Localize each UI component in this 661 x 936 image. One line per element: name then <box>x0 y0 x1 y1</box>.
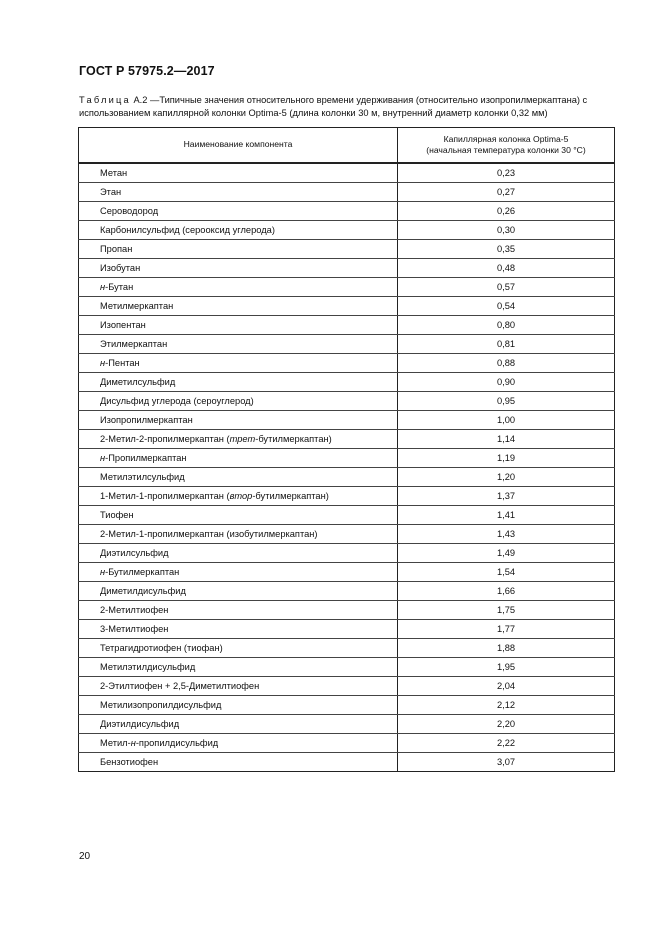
component-name-text: -Пропилмеркаптан <box>105 453 187 463</box>
table-row <box>79 373 615 392</box>
retention-value-cell: 1,19 <box>398 449 615 468</box>
retention-time-table <box>78 127 615 772</box>
component-name-text: Тетрагидротиофен (тиофан) <box>100 643 223 653</box>
component-name-text: Метилмеркаптан <box>100 301 174 311</box>
component-name-text: Сероводород <box>100 206 159 216</box>
component-name-text: Диэтилсульфид <box>100 548 169 558</box>
component-name-cell <box>79 715 398 734</box>
component-name-text: Бензотиофен <box>100 757 159 767</box>
component-name-text: -бутилмеркаптан) <box>255 434 332 444</box>
component-name-cell <box>79 430 398 449</box>
component-name-cell <box>79 259 398 278</box>
table-row <box>79 753 615 772</box>
table-row <box>79 259 615 278</box>
retention-value-cell: 1,41 <box>398 506 615 525</box>
component-name-cell <box>79 734 398 753</box>
component-name-text: Карбонилсульфид (серооксид углерода) <box>100 225 275 235</box>
component-name-text: 3-Метилтиофен <box>100 624 169 634</box>
component-name-cell <box>79 639 398 658</box>
caption-label: Таблица <box>79 95 131 105</box>
table-row <box>79 658 615 677</box>
table-row <box>79 487 615 506</box>
table-row <box>79 240 615 259</box>
component-name-text: 2-Метилтиофен <box>100 605 169 615</box>
component-name-text: -бутилмеркаптан) <box>252 491 329 501</box>
retention-value-cell: 2,12 <box>398 696 615 715</box>
component-name-cell <box>79 544 398 563</box>
column-header-name: Наименование компонента <box>79 128 398 164</box>
retention-value-cell: 1,88 <box>398 639 615 658</box>
component-name-cell <box>79 411 398 430</box>
table-row <box>79 696 615 715</box>
component-name-cell <box>79 392 398 411</box>
component-name-text: Этилмеркаптан <box>100 339 168 349</box>
retention-value-cell: 0,57 <box>398 278 615 297</box>
component-name-cell <box>79 753 398 772</box>
table-row <box>79 715 615 734</box>
component-name-italic: трет <box>229 434 256 444</box>
component-name-text: Изопентан <box>100 320 146 330</box>
caption-number: А.2 <box>133 95 148 105</box>
component-name-text: Диметилдисульфид <box>100 586 186 596</box>
retention-value-cell: 1,95 <box>398 658 615 677</box>
caption-dash: — <box>147 95 160 105</box>
retention-value-cell: 0,27 <box>398 183 615 202</box>
table-row <box>79 449 615 468</box>
retention-value-cell: 0,26 <box>398 202 615 221</box>
component-name-cell <box>79 677 398 696</box>
component-name-text: Изопропилмеркаптан <box>100 415 193 425</box>
table-caption <box>79 94 617 119</box>
component-name-cell <box>79 487 398 506</box>
component-name-cell <box>79 335 398 354</box>
component-name-text: 2-Метил-2-пропилмеркаптан ( <box>100 434 230 444</box>
component-name-cell <box>79 240 398 259</box>
retention-value-cell: 1,37 <box>398 487 615 506</box>
retention-value-cell: 0,95 <box>398 392 615 411</box>
retention-value-cell: 2,20 <box>398 715 615 734</box>
component-name-cell <box>79 468 398 487</box>
component-name-text: -пропилдисульфид <box>135 738 219 748</box>
component-name-text: Метилэтилсульфид <box>100 472 185 482</box>
component-name-italic: н <box>100 282 106 292</box>
table-row <box>79 278 615 297</box>
component-name-text: Метилизопропилдисульфид <box>100 700 222 710</box>
component-name-text: Изобутан <box>100 263 141 273</box>
retention-value-cell: 1,14 <box>398 430 615 449</box>
component-name-italic: втор <box>229 491 253 501</box>
table-row <box>79 544 615 563</box>
retention-value-cell: 0,35 <box>398 240 615 259</box>
component-name-text: -Бутилмеркаптан <box>105 567 180 577</box>
component-name-text: 2-Метил-1-пропилмеркаптан (изобутилмеркаптан) <box>100 529 318 539</box>
table-row <box>79 734 615 753</box>
table-row <box>79 525 615 544</box>
table-row <box>79 601 615 620</box>
table-body <box>79 163 615 772</box>
retention-value-cell: 1,75 <box>398 601 615 620</box>
table-row <box>79 163 615 183</box>
table-row <box>79 297 615 316</box>
table-row <box>79 392 615 411</box>
table-row <box>79 354 615 373</box>
component-name-italic: н <box>130 738 136 748</box>
component-name-italic: н <box>100 567 106 577</box>
component-name-cell <box>79 563 398 582</box>
table-row <box>79 677 615 696</box>
retention-value-cell: 0,48 <box>398 259 615 278</box>
table-row <box>79 411 615 430</box>
component-name-text: Метан <box>100 168 128 178</box>
retention-value-cell: 0,54 <box>398 297 615 316</box>
component-name-italic: н <box>100 358 106 368</box>
component-name-cell <box>79 316 398 335</box>
component-name-text: Метилэтилдисульфид <box>100 662 196 672</box>
component-name-cell <box>79 525 398 544</box>
retention-value-cell: 0,80 <box>398 316 615 335</box>
page-header: ГОСТ Р 57975.2—2017 <box>79 64 215 78</box>
table-row <box>79 620 615 639</box>
table-row <box>79 582 615 601</box>
table-row <box>79 430 615 449</box>
table-row <box>79 202 615 221</box>
table-row <box>79 335 615 354</box>
component-name-cell <box>79 373 398 392</box>
component-name-text: Пропан <box>100 244 133 254</box>
component-name-text: Диэтилдисульфид <box>100 719 180 729</box>
retention-value-cell: 0,30 <box>398 221 615 240</box>
component-name-cell <box>79 221 398 240</box>
table-row <box>79 221 615 240</box>
component-name-text: Дисульфид углерода (сероуглерод) <box>100 396 254 406</box>
retention-value-cell: 2,22 <box>398 734 615 753</box>
component-name-cell <box>79 582 398 601</box>
retention-value-cell: 0,81 <box>398 335 615 354</box>
component-name-cell <box>79 278 398 297</box>
retention-value-cell: 1,54 <box>398 563 615 582</box>
component-name-cell <box>79 354 398 373</box>
retention-value-cell: 1,43 <box>398 525 615 544</box>
retention-value-cell: 3,07 <box>398 753 615 772</box>
retention-value-cell: 0,90 <box>398 373 615 392</box>
retention-value-cell: 1,49 <box>398 544 615 563</box>
column-header-value-line1: Капиллярная колонка Optima-5 <box>443 133 569 144</box>
table-row <box>79 506 615 525</box>
component-name-text: 2-Этилтиофен + 2,5-Диметилтиофен <box>100 681 260 691</box>
retention-value-cell: 0,23 <box>398 163 615 183</box>
component-name-text: Метил- <box>100 738 131 748</box>
table-header-row <box>79 128 615 164</box>
column-header-value <box>398 128 615 164</box>
retention-value-cell: 1,66 <box>398 582 615 601</box>
column-header-value-line2: (начальная температура колонки 30 °C) <box>426 145 586 155</box>
retention-value-cell: 1,00 <box>398 411 615 430</box>
table-row <box>79 183 615 202</box>
table-row <box>79 563 615 582</box>
component-name-cell <box>79 506 398 525</box>
caption-text: Типичные значения относительного времени удерживания (относительно изопропилмеркаптана) с использованием капиллярной колонки Optima-5 (длина колонки 30 м, внутренний диаметр колонки 0,32 мм) <box>79 95 588 118</box>
component-name-cell <box>79 183 398 202</box>
component-name-text: Тиофен <box>100 510 134 520</box>
table-row <box>79 468 615 487</box>
component-name-cell <box>79 658 398 677</box>
retention-value-cell: 0,88 <box>398 354 615 373</box>
component-name-cell <box>79 601 398 620</box>
page-number: 20 <box>79 851 91 862</box>
table-row <box>79 316 615 335</box>
component-name-cell <box>79 449 398 468</box>
retention-value-cell: 1,20 <box>398 468 615 487</box>
component-name-text: -Бутан <box>105 282 134 292</box>
component-name-text: Этан <box>100 187 122 197</box>
component-name-text: Диметилсульфид <box>100 377 176 387</box>
component-name-cell <box>79 620 398 639</box>
component-name-text: 1-Метил-1-пропилмеркаптан ( <box>100 491 230 501</box>
retention-value-cell: 1,77 <box>398 620 615 639</box>
component-name-text: -Пентан <box>105 358 140 368</box>
component-name-cell <box>79 297 398 316</box>
component-name-italic: н <box>100 453 106 463</box>
component-name-cell <box>79 202 398 221</box>
retention-value-cell: 2,04 <box>398 677 615 696</box>
component-name-cell <box>79 696 398 715</box>
component-name-cell <box>79 163 398 183</box>
table-row <box>79 639 615 658</box>
